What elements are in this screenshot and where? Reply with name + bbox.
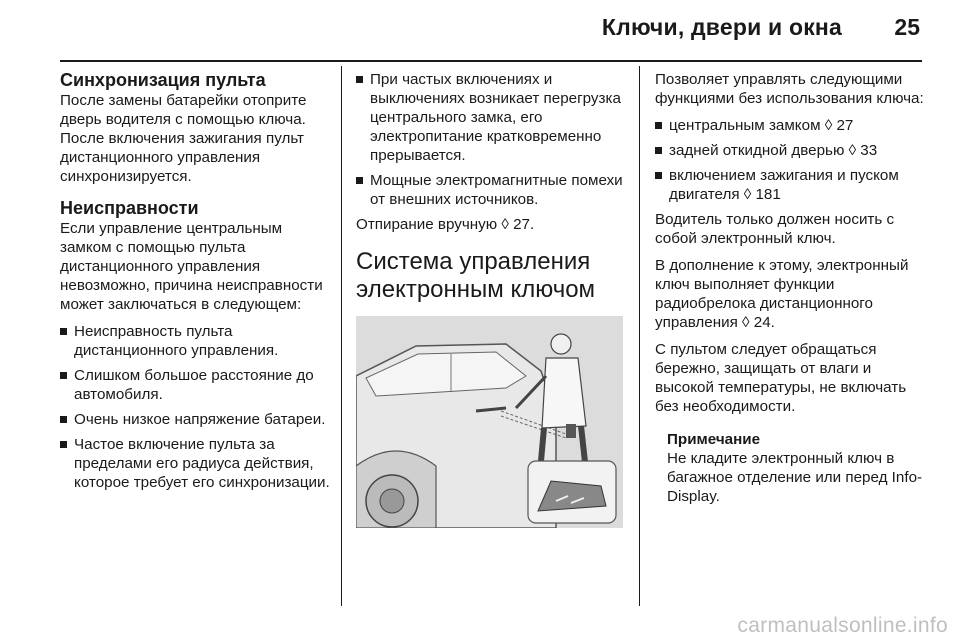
faults-list [60, 322, 330, 492]
keyless-intro: Позволяет управлять следующими функциями без использования ключа: [655, 71, 924, 107]
bullet-square-icon [356, 177, 363, 184]
section-heading: Система управления электронным ключом [356, 248, 596, 303]
list-item: Мощные электромагнитные помехи от внешних источников. [356, 171, 626, 209]
bullet-square-icon [655, 122, 662, 129]
bullet-square-icon [60, 416, 67, 423]
bullet-square-icon [60, 328, 67, 335]
bullet-square-icon [655, 172, 662, 179]
note-box [667, 430, 925, 506]
list-item: Слишком большое расстояние до автомобиля. [60, 366, 330, 404]
column-divider-1 [341, 66, 342, 606]
list-item: задней откидной дверью ◊ 33 [655, 141, 925, 160]
list-item: центральным замком ◊ 27 [655, 116, 925, 135]
bullet-square-icon [655, 147, 662, 154]
column-1 [60, 70, 330, 498]
list-item: При частых включениях и выключениях возникает перегрузка центрального замка, его электропитание кратковременно прерывается. [356, 70, 626, 165]
list-item: Частое включение пульта за пределами его радиуса действия, которое требует его синхронизации. [60, 435, 330, 492]
list-item: Неисправность пульта дистанционного управления. [60, 322, 330, 360]
car-keyless-illustration [356, 316, 623, 528]
manual-unlock-text: Отпирание вручную ◊ 27. [356, 216, 535, 233]
list-item: включением зажигания и пуском двигателя ◊ 181 [655, 166, 925, 204]
bullet-square-icon [60, 441, 67, 448]
keyless-p2: В дополнение к этому, электронный ключ выполняет функции радиобрелока дистанционного управления ◊ 24. [655, 257, 909, 331]
sync-text: После замены батарейки отоприте дверь водителя с помощью ключа. После включения зажигания пульт дистанционного управления синхронизируется. [60, 92, 307, 185]
keyless-p1: Водитель только должен носить с собой электронный ключ. [655, 211, 895, 247]
faults-intro: Если управление центральным замком с помощью пульта дистанционного управления невозможно, причина неисправности может заключаться в следующем: [60, 220, 323, 313]
header-rule [60, 60, 922, 62]
note-text: Не кладите электронный ключ в багажное отделение или перед Info-Display. [667, 450, 923, 505]
note-title: Примечание [667, 431, 761, 448]
column-divider-2 [639, 66, 640, 606]
page-number: 25 [894, 14, 920, 40]
page-header-title: Ключи, двери и окна [601, 14, 842, 40]
list-item: Очень низкое напряжение батареи. [60, 410, 330, 429]
bullet-square-icon [356, 76, 363, 83]
watermark: carmanualsonline.info [737, 614, 948, 637]
bullet-square-icon [60, 372, 67, 379]
overload-list [356, 70, 626, 209]
column-2 [356, 70, 626, 528]
keyless-functions-list [655, 116, 925, 204]
column-3 [655, 70, 925, 506]
keyless-p3: С пультом следует обращаться бережно, защищать от влаги и высокой температуры, не включать без необходимости. [655, 341, 907, 415]
sync-heading: Синхронизация пульта [60, 70, 266, 90]
faults-heading: Неисправности [60, 198, 199, 218]
